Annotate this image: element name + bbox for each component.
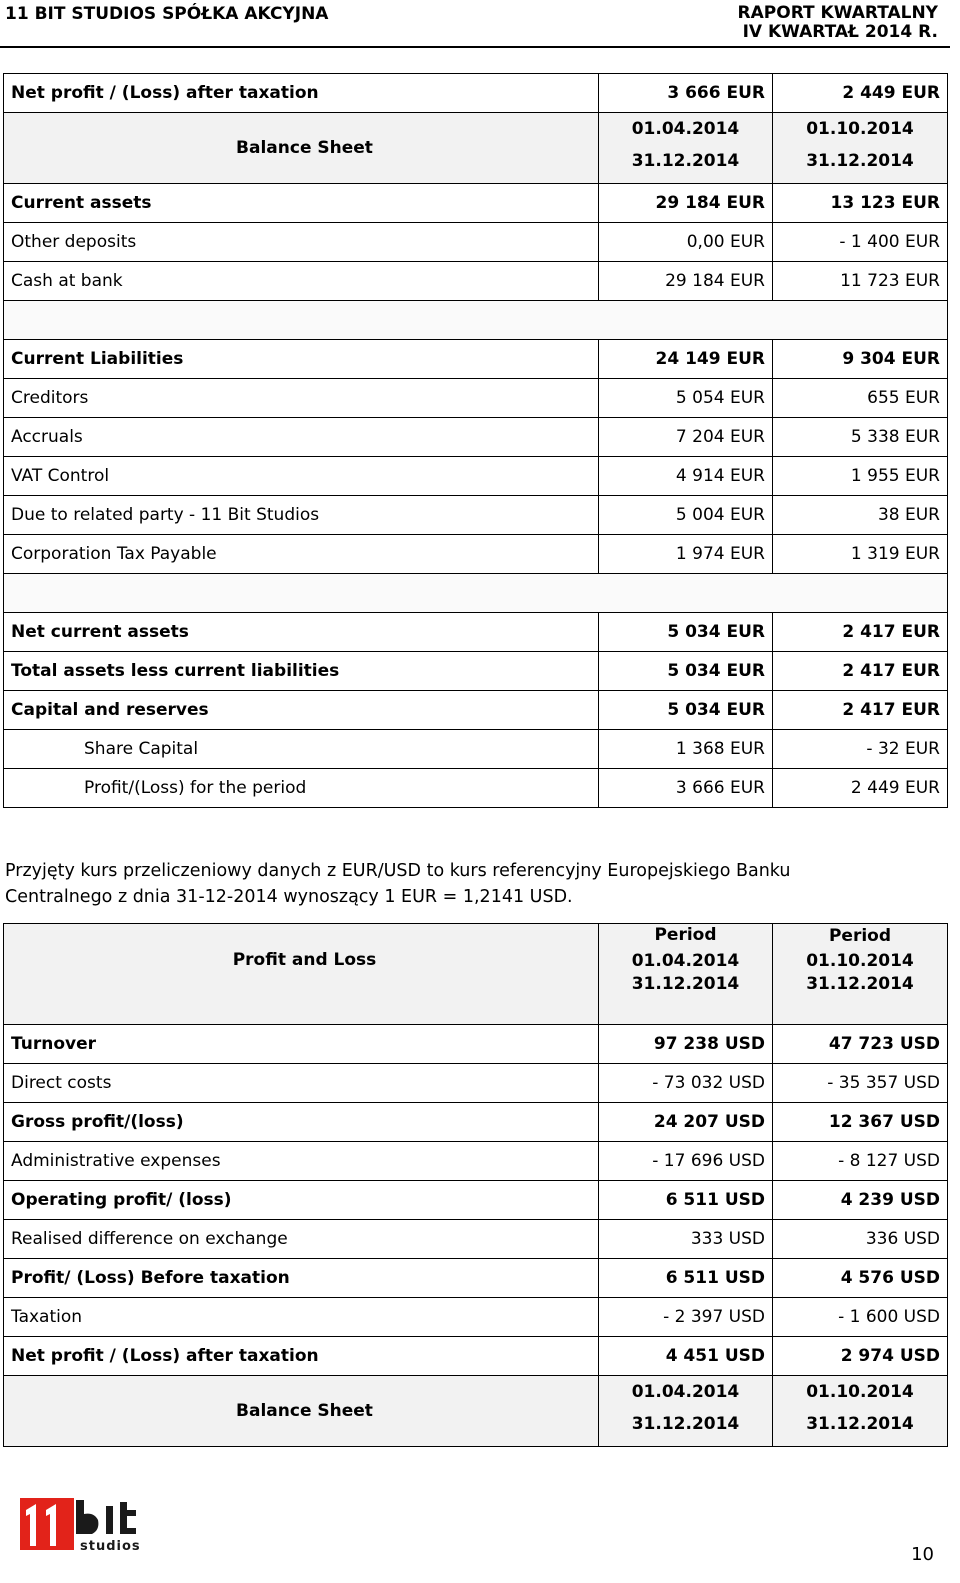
value-q1-q4: 5 034 EUR xyxy=(599,691,773,730)
table-row xyxy=(4,1103,948,1142)
report-title xyxy=(738,4,938,42)
spacer-cell xyxy=(4,301,948,340)
table-row xyxy=(4,379,948,418)
value-q4: 5 338 EUR xyxy=(773,418,948,457)
report-title-line1: RAPORT KWARTALNY xyxy=(737,3,938,23)
table-row xyxy=(4,74,948,113)
spacer-row xyxy=(4,301,948,340)
row-label: Profit/ (Loss) Before taxation xyxy=(4,1259,599,1298)
row-label: Administrative expenses xyxy=(4,1142,599,1181)
balance-sheet-eur-table xyxy=(3,73,948,808)
value-q4: 1 319 EUR xyxy=(773,535,948,574)
table-row xyxy=(4,1220,948,1259)
logo-letter-t xyxy=(120,1502,136,1534)
row-label: Total assets less current liabilities xyxy=(4,652,599,691)
value-q4: 4 239 USD xyxy=(773,1181,948,1220)
value-q1-q4: 7 204 EUR xyxy=(599,418,773,457)
table-row xyxy=(4,340,948,379)
period-1-header xyxy=(599,113,773,184)
row-label: Current Liabilities xyxy=(4,340,599,379)
table-row xyxy=(4,730,948,769)
value-q1-q4: 5 054 EUR xyxy=(599,379,773,418)
logo-letter-b xyxy=(76,1500,98,1534)
period-1-from: 01.04.2014 xyxy=(631,1382,740,1402)
value-q1-q4: 97 238 USD xyxy=(599,1025,773,1064)
row-label: Cash at bank xyxy=(4,262,599,301)
table-row xyxy=(4,1181,948,1220)
table-row xyxy=(4,496,948,535)
spacer-cell xyxy=(4,574,948,613)
value-q1-q4: 24 149 EUR xyxy=(599,340,773,379)
value-q1-q4: - 73 032 USD xyxy=(599,1064,773,1103)
value-q1-q4: 5 034 EUR xyxy=(599,613,773,652)
note-line-1: Przyjęty kurs przeliczeniowy danych z EUR/USD to kurs referencyjny Europejskiego Banku xyxy=(5,861,791,881)
value-q1-q4: 29 184 EUR xyxy=(599,262,773,301)
11bit-studios-logo xyxy=(18,1496,158,1556)
period-1-to: 31.12.2014 xyxy=(631,151,740,171)
value-q4: 12 367 USD xyxy=(773,1103,948,1142)
period-2-header xyxy=(773,924,948,1025)
logo-mark xyxy=(20,1498,141,1554)
row-label: Net profit / (Loss) after taxation xyxy=(4,1337,599,1376)
value-q1-q4: 4 914 EUR xyxy=(599,457,773,496)
value-q4: 2 417 EUR xyxy=(773,691,948,730)
value-q4: 1 955 EUR xyxy=(773,457,948,496)
value-q1-q4: - 2 397 USD xyxy=(599,1298,773,1337)
row-label: VAT Control xyxy=(4,457,599,496)
value-q4: - 1 400 EUR xyxy=(773,223,948,262)
logo-studios-text: studios xyxy=(80,1539,141,1554)
value-q1-q4: 6 511 USD xyxy=(599,1181,773,1220)
value-q1-q4: 5 034 EUR xyxy=(599,652,773,691)
balance-sheet-header-row xyxy=(4,1376,948,1447)
value-q4: 9 304 EUR xyxy=(773,340,948,379)
value-q4: 2 449 EUR xyxy=(773,74,948,113)
row-label: Operating profit/ (loss) xyxy=(4,1181,599,1220)
balance-sheet-title: Balance Sheet xyxy=(4,1376,599,1447)
table-row xyxy=(4,457,948,496)
balance-sheet-header-row xyxy=(4,113,948,184)
page-number: 10 xyxy=(911,1544,934,1565)
table-row xyxy=(4,652,948,691)
period-1-from: 01.04.2014 xyxy=(631,951,740,971)
profit-loss-title: Profit and Loss xyxy=(4,924,599,1025)
row-label: Realised difference on exchange xyxy=(4,1220,599,1259)
value-q4: 2 449 EUR xyxy=(773,769,948,808)
value-q1-q4: 29 184 EUR xyxy=(599,184,773,223)
row-label: Capital and reserves xyxy=(4,691,599,730)
period-label: Period xyxy=(828,926,892,946)
period-2-to: 31.12.2014 xyxy=(806,1414,914,1434)
value-q4: 2 974 USD xyxy=(773,1337,948,1376)
row-label: Gross profit/(loss) xyxy=(4,1103,599,1142)
value-q4: 13 123 EUR xyxy=(773,184,948,223)
balance-sheet-title: Balance Sheet xyxy=(4,113,599,184)
value-q1-q4: 4 451 USD xyxy=(599,1337,773,1376)
period-2-from: 01.10.2014 xyxy=(806,119,914,139)
table-row xyxy=(4,613,948,652)
table-row xyxy=(4,1298,948,1337)
table-row xyxy=(4,262,948,301)
value-q4: - 8 127 USD xyxy=(773,1142,948,1181)
row-label: Share Capital xyxy=(4,730,599,769)
table-row xyxy=(4,184,948,223)
period-1-header xyxy=(599,924,773,1025)
value-q4: 336 USD xyxy=(773,1220,948,1259)
profit-loss-usd-table xyxy=(3,923,948,1447)
report-title-line2: IV KWARTAŁ 2014 R. xyxy=(742,22,938,42)
row-label: Net current assets xyxy=(4,613,599,652)
period-label: Period xyxy=(654,925,717,945)
period-1-to: 31.12.2014 xyxy=(631,1414,740,1434)
row-label: Creditors xyxy=(4,379,599,418)
period-2-to: 31.12.2014 xyxy=(806,151,914,171)
table-row xyxy=(4,1025,948,1064)
value-q1-q4: 333 USD xyxy=(599,1220,773,1259)
period-1-header xyxy=(599,1376,773,1447)
row-label: Other deposits xyxy=(4,223,599,262)
value-q1-q4: - 17 696 USD xyxy=(599,1142,773,1181)
value-q4: 47 723 USD xyxy=(773,1025,948,1064)
table-row xyxy=(4,769,948,808)
value-q1-q4: 6 511 USD xyxy=(599,1259,773,1298)
logo-red-block xyxy=(20,1498,74,1550)
period-1-to: 31.12.2014 xyxy=(631,974,740,994)
table-row xyxy=(4,418,948,457)
value-q4: 38 EUR xyxy=(773,496,948,535)
row-label: Corporation Tax Payable xyxy=(4,535,599,574)
row-label: Direct costs xyxy=(4,1064,599,1103)
table-row xyxy=(4,223,948,262)
period-2-header xyxy=(773,113,948,184)
period-2-header xyxy=(773,1376,948,1447)
note-line-2: Centralnego z dnia 31-12-2014 wynoszący 1 EUR = 1,2141 USD. xyxy=(5,887,573,907)
spacer-row xyxy=(4,574,948,613)
profit-loss-header-row xyxy=(4,924,948,1025)
value-q4: - 32 EUR xyxy=(773,730,948,769)
value-q1-q4: 24 207 USD xyxy=(599,1103,773,1142)
table-row xyxy=(4,691,948,730)
logo-letter-i xyxy=(106,1506,113,1534)
value-q4: 2 417 EUR xyxy=(773,613,948,652)
value-q4: 4 576 USD xyxy=(773,1259,948,1298)
value-q4: - 1 600 USD xyxy=(773,1298,948,1337)
value-q4: 11 723 EUR xyxy=(773,262,948,301)
page-header xyxy=(0,0,950,48)
company-name: 11 BIT STUDIOS SPÓŁKA AKCYJNA xyxy=(5,4,329,24)
value-q4: 2 417 EUR xyxy=(773,652,948,691)
value-q1-q4: 3 666 EUR xyxy=(599,769,773,808)
value-q4: 655 EUR xyxy=(773,379,948,418)
value-q4: - 35 357 USD xyxy=(773,1064,948,1103)
row-label: Turnover xyxy=(4,1025,599,1064)
table-row xyxy=(4,1142,948,1181)
period-2-from: 01.10.2014 xyxy=(806,951,914,971)
exchange-rate-note xyxy=(5,858,905,910)
table-row xyxy=(4,535,948,574)
value-q1-q4: 5 004 EUR xyxy=(599,496,773,535)
value-q1-q4: 1 974 EUR xyxy=(599,535,773,574)
row-label: Due to related party - 11 Bit Studios xyxy=(4,496,599,535)
row-label: Current assets xyxy=(4,184,599,223)
table-row xyxy=(4,1064,948,1103)
row-label: Taxation xyxy=(4,1298,599,1337)
value-q1-q4: 1 368 EUR xyxy=(599,730,773,769)
period-1-from: 01.04.2014 xyxy=(631,119,740,139)
row-label: Net profit / (Loss) after taxation xyxy=(4,74,599,113)
table-row xyxy=(4,1259,948,1298)
row-label: Accruals xyxy=(4,418,599,457)
period-2-to: 31.12.2014 xyxy=(806,974,914,994)
value-q1-q4: 3 666 EUR xyxy=(599,74,773,113)
period-2-from: 01.10.2014 xyxy=(806,1382,914,1402)
value-q1-q4: 0,00 EUR xyxy=(599,223,773,262)
table-row xyxy=(4,1337,948,1376)
row-label: Profit/(Loss) for the period xyxy=(4,769,599,808)
